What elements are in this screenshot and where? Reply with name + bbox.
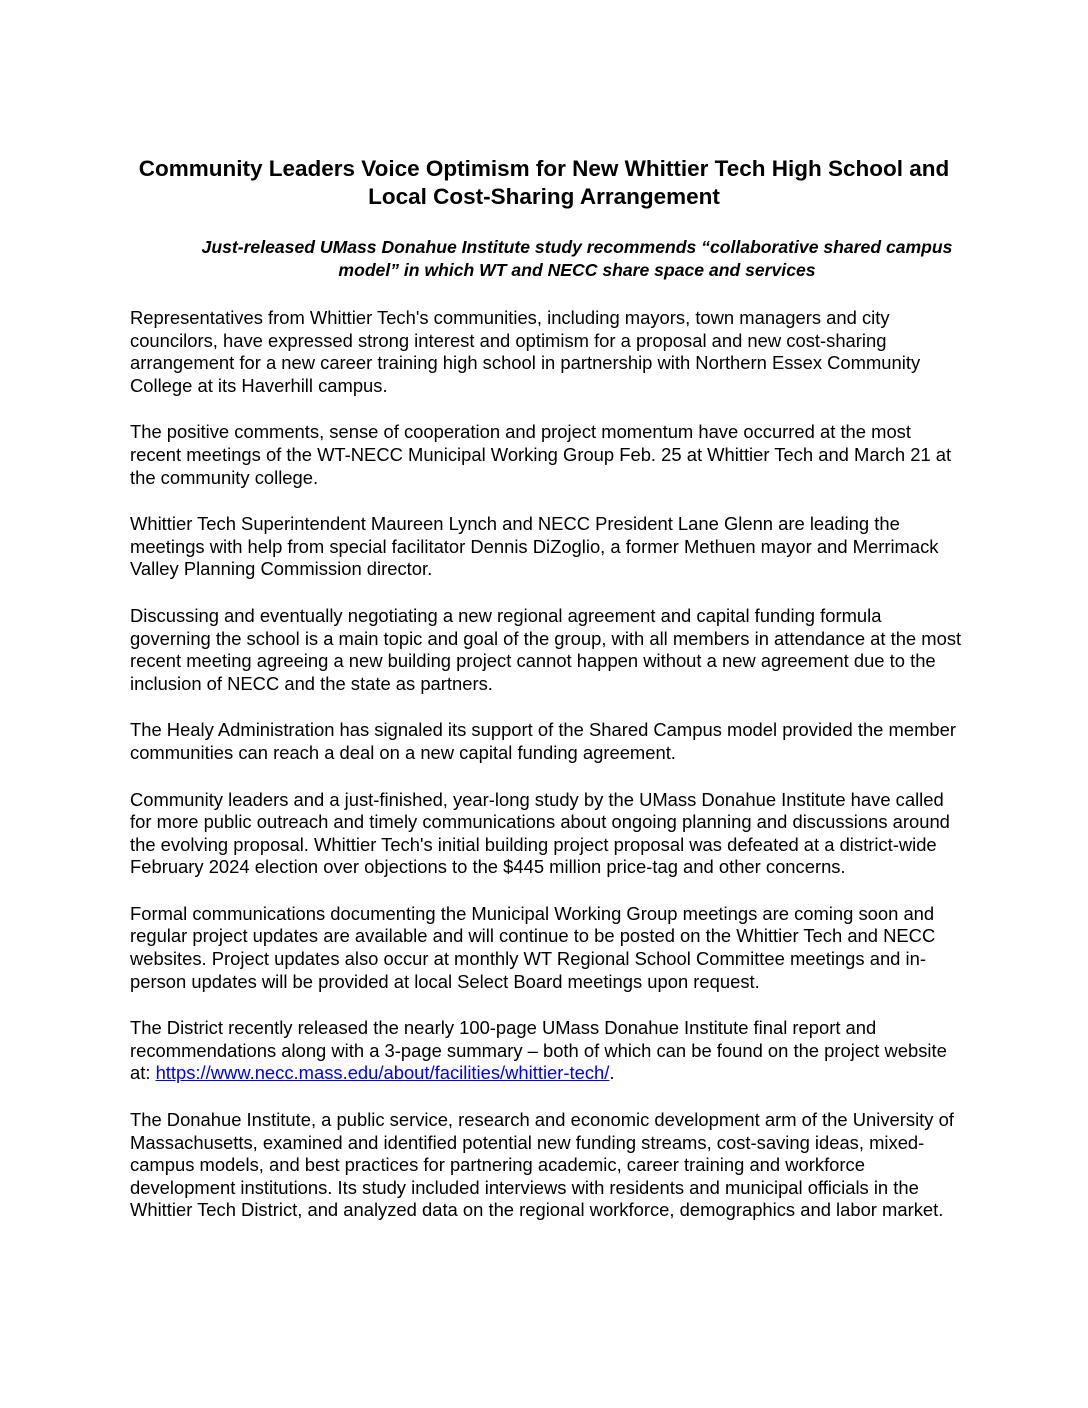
paragraph-healy-administration: The Healy Administration has signaled its support of the Shared Campus model provided the member communities can reach a deal on a new capital funding agreement. [130,719,956,763]
paragraph-positive-comments: The positive comments, sense of cooperation and project momentum have occurred at the most recent meetings of the WT-NECC Municipal Working Group Feb. 25 at Whittier Tech and March 21 at the community college. [130,421,952,488]
paragraph-formal-communications: Formal communications documenting the Municipal Working Group meetings are coming soon and regular project updates are available and will continue to be posted on the Whittier Tech and NECC websites. Project updates also occur at monthly WT Regional School Committee meetings and in-person updates will be provided at local Select Board meetings upon request. [130,902,936,992]
paragraph-community-outreach: Community leaders and a just-finished, year-long study by the UMass Donahue Institute have called for more public outreach and timely communications about ongoing planning and discussions around the evolving proposal. Whittier Tech's initial building project proposal was defeated at a district-wide February 2024 election over objections to the $445 million price-tag and other concerns. [130,788,950,878]
article-body [130,307,965,1246]
paragraph-regional-agreement: Discussing and eventually negotiating a new regional agreement and capital funding formula governing the school is a main topic and goal of the group, with all members in attendance at the most recent meeting agreeing a new building project cannot happen without a new agreement due to the inclusion of NECC and the state as partners. [130,604,962,694]
paragraph-report-release [130,1017,965,1085]
headline: Community Leaders Voice Optimism for New Whittier Tech High School and Local Cost-Sharing Arrangement [138,156,950,209]
paragraph-leaders: Whittier Tech Superintendent Maureen Lynch and NECC President Lane Glenn are leading the meetings with help from special facilitator Dennis DiZoglio, a former Methuen mayor and Merrimack Valley Planning Commission director. [130,513,939,580]
report-text: The District recently released the nearly 100-page UMass Donahue Institute final report and recommendations along with a 3-page summary – both of which can be found on the project website at: [130,1017,947,1084]
project-website-link[interactable]: https://www.necc.mass.edu/about/facilities/whittier-tech/ [155,1062,610,1084]
paragraph-donahue-institute: The Donahue Institute, a public service, research and economic development arm of the University of Massachusetts, examined and identified potential new funding streams, cost-saving ideas, mixed-campus models, and best practices for partnering academic, career training and workforce development institutions. Its study included interviews with residents and municipal officials in the Whittier Tech District, and analyzed data on the regional workforce, demographics and labor market. [130,1109,954,1221]
subheadline: Just-released UMass Donahue Institute study recommends “collaborative shared campus model” in which WT and NECC share space and services [201,237,953,280]
report-text-end: . [609,1062,615,1084]
paragraph-representatives: Representatives from Whittier Tech's communities, including mayors, town managers and city councilors, have expressed strong interest and optimism for a proposal and new cost-sharing arrangement for a new career training high school in partnership with Northern Essex Community College at its Haverhill campus. [130,307,921,396]
